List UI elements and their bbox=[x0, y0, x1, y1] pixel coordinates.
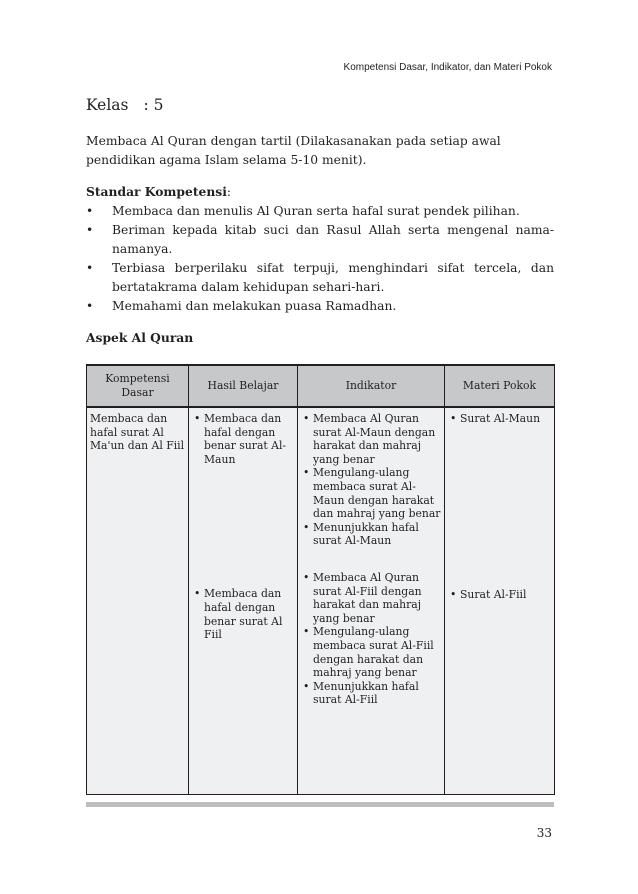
indikator-text: Membaca Al Quran surat Al-Maun dengan harakat dan mahraj yang benar bbox=[313, 412, 436, 466]
bullet-icon: • bbox=[303, 679, 310, 693]
aspek-heading: Aspek Al Quran bbox=[86, 330, 194, 345]
materi-text: Surat Al-Fiil bbox=[460, 587, 527, 601]
list-item-text: Terbiasa berperilaku sifat terpuji, menghindari sifat tercela, dan bertatakrama dalam kehidupan sehari-hari. bbox=[112, 261, 554, 294]
list-item-text: Membaca dan menulis Al Quran serta hafal surat pendek pilihan. bbox=[112, 204, 520, 218]
list-item bbox=[86, 221, 554, 259]
list-item bbox=[86, 297, 554, 316]
list-item bbox=[192, 412, 294, 466]
indikator-text: Menunjukkan hafal surat Al-Fiil bbox=[313, 679, 419, 707]
list-item bbox=[86, 259, 554, 297]
bullet-icon: • bbox=[303, 625, 310, 639]
kelas-value: : 5 bbox=[143, 96, 164, 114]
list-item bbox=[301, 466, 441, 520]
table-header-row bbox=[87, 365, 555, 407]
list-item bbox=[448, 412, 551, 426]
materi-text: Surat Al-Maun bbox=[460, 412, 541, 425]
indikator-text: Menunjukkan hafal surat Al-Maun bbox=[313, 520, 419, 548]
list-item-text: Memahami dan melakukan puasa Ramadhan. bbox=[112, 299, 397, 313]
cell-kompetensi bbox=[87, 407, 189, 795]
list-item bbox=[448, 588, 551, 602]
list-item bbox=[301, 571, 441, 625]
header-hasil: Hasil Belajar bbox=[189, 365, 298, 407]
cell-indikator bbox=[298, 407, 445, 795]
list-item bbox=[301, 412, 441, 466]
table-row bbox=[87, 407, 555, 795]
spacer bbox=[192, 466, 294, 587]
page-content bbox=[86, 96, 554, 351]
list-item bbox=[301, 625, 441, 679]
list-item bbox=[301, 521, 441, 548]
list-item-text: Beriman kepada kitab suci dan Rasul Allah serta mengenal nama-namanya. bbox=[112, 223, 554, 256]
bullet-icon: • bbox=[86, 204, 94, 218]
standar-colon: : bbox=[226, 185, 232, 199]
indikator-text: Mengulang-ulang membaca surat Al-Fiil dengan harakat dan mahraj yang benar bbox=[313, 625, 434, 680]
hasil-text: Membaca dan hafal dengan benar surat Al-Maun bbox=[204, 412, 287, 466]
cell-materi bbox=[445, 407, 555, 795]
list-item bbox=[86, 202, 554, 221]
bullet-icon: • bbox=[194, 412, 201, 425]
footer-rule bbox=[86, 802, 554, 807]
curriculum-table bbox=[86, 364, 555, 795]
list-item bbox=[192, 587, 294, 641]
kompetensi-text: Membaca dan hafal surat Al Ma'un dan Al Fiil bbox=[90, 412, 185, 453]
standar-list bbox=[86, 202, 554, 316]
cell-hasil bbox=[189, 407, 298, 795]
hasil-text: Membaca dan hafal dengan benar surat Al Fiil bbox=[204, 587, 283, 642]
bullet-icon: • bbox=[86, 223, 94, 237]
running-head: Kompetensi Dasar, Indikator, dan Materi Pokok bbox=[343, 62, 552, 73]
standar-title: Standar Kompetensi bbox=[86, 184, 227, 199]
list-item bbox=[301, 680, 441, 707]
page-number: 33 bbox=[536, 826, 552, 840]
bullet-icon: • bbox=[86, 261, 94, 275]
bullet-icon: • bbox=[303, 570, 310, 584]
bullet-icon: • bbox=[303, 412, 310, 425]
bullet-icon: • bbox=[450, 587, 457, 601]
header-materi: Materi Pokok bbox=[445, 365, 555, 407]
indikator-text: Mengulang-ulang membaca surat Al-Maun dengan harakat dan mahraj yang benar bbox=[313, 466, 441, 521]
header-kompetensi: Kompetensi Dasar bbox=[87, 365, 189, 407]
bullet-icon: • bbox=[450, 412, 457, 425]
header-indikator: Indikator bbox=[298, 365, 445, 407]
kelas-label: Kelas bbox=[86, 96, 129, 114]
standar-kompetensi-heading bbox=[86, 182, 554, 202]
spacer bbox=[301, 548, 441, 571]
spacer bbox=[448, 426, 551, 588]
bullet-icon: • bbox=[303, 466, 310, 480]
bullet-icon: • bbox=[303, 520, 310, 534]
indikator-text: Membaca Al Quran surat Al-Fiil dengan harakat dan mahraj yang benar bbox=[313, 570, 422, 625]
bullet-icon: • bbox=[194, 587, 201, 601]
kelas-heading bbox=[86, 96, 554, 114]
intro-paragraph: Membaca Al Quran dengan tartil (Dilakasanakan pada setiap awal pendidikan agama Islam selama 5-10 menit). bbox=[86, 134, 501, 167]
bullet-icon: • bbox=[86, 299, 94, 313]
